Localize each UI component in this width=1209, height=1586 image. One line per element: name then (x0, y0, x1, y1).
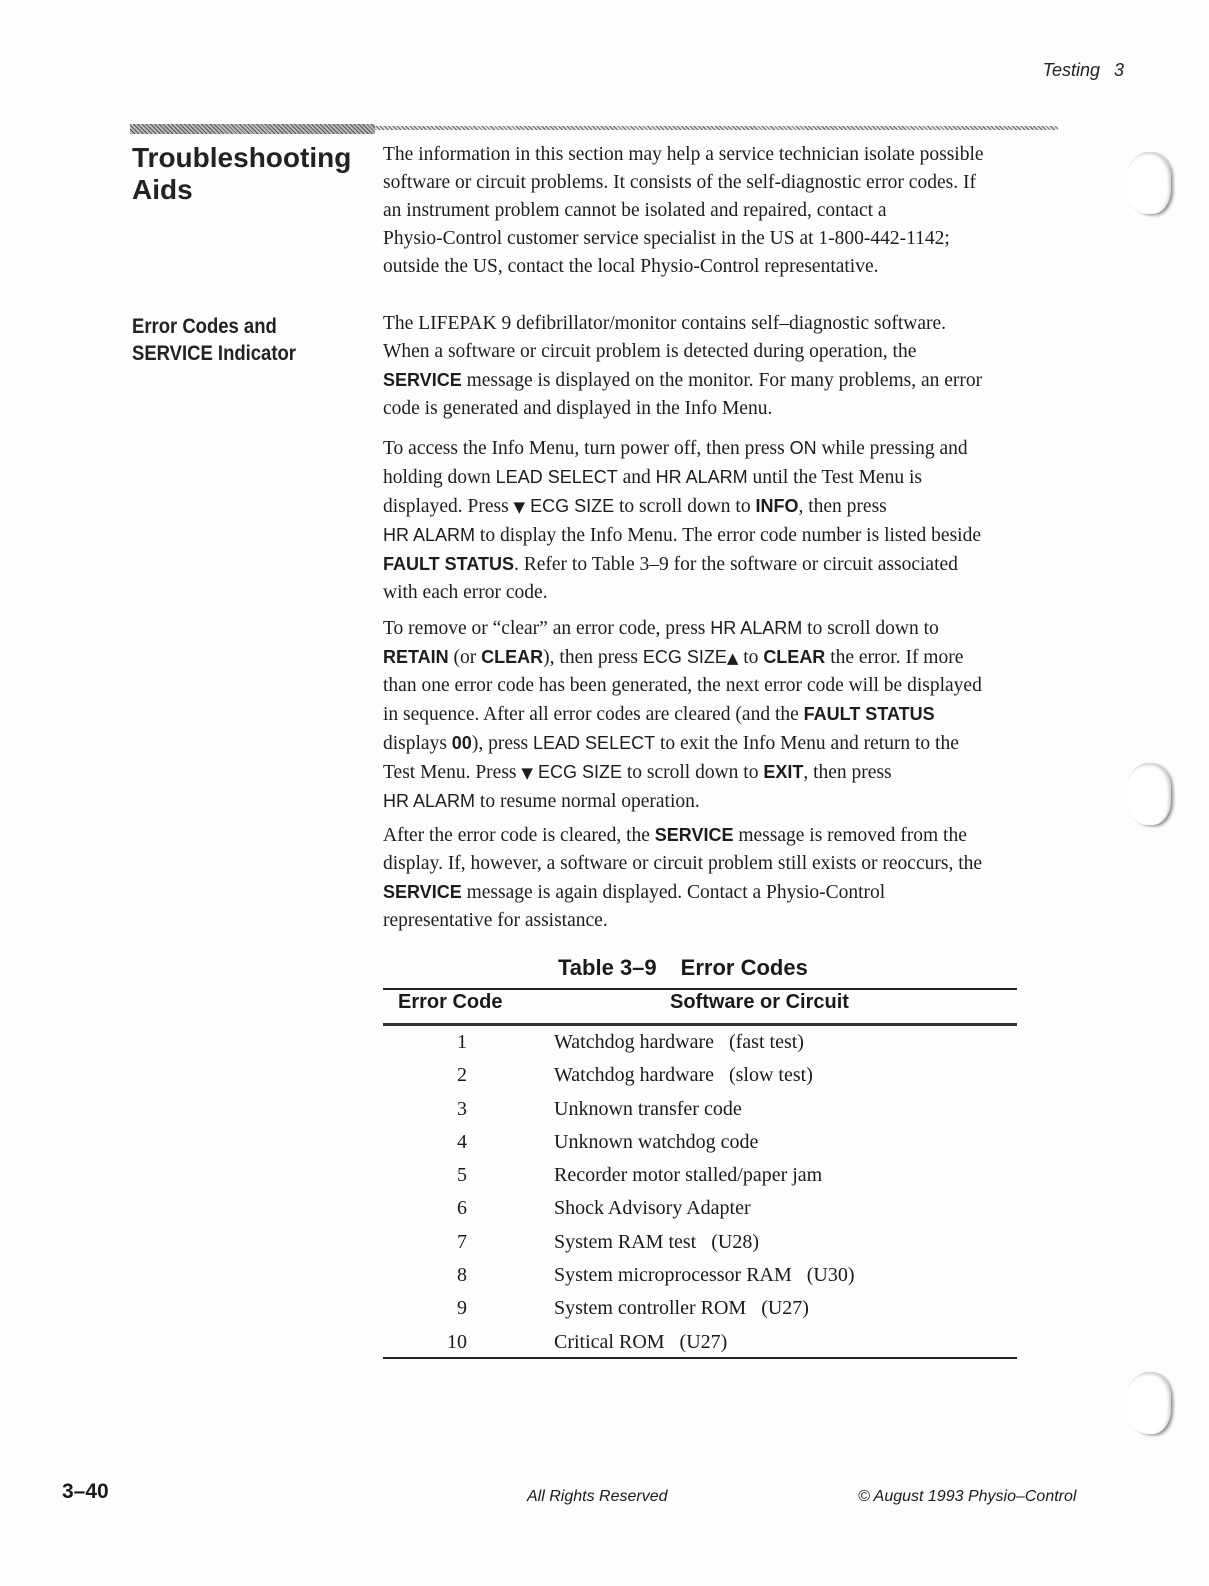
description-cell: Recorder motor stalled/paper jam (554, 1164, 823, 1187)
table-row (383, 1161, 1017, 1194)
text-run: to display the Info Menu. The error code number is listed beside (475, 525, 982, 546)
text-run: displays (383, 733, 452, 754)
paragraph-clear-error (383, 614, 1063, 816)
table-top-rule (383, 988, 1017, 990)
table-row (383, 1261, 1017, 1294)
keyword-fault-status: FAULT STATUS (803, 704, 935, 724)
text-line (383, 434, 1063, 463)
text-run: To remove or “clear” an error code, press (383, 618, 711, 639)
text-run: to scroll down to (621, 762, 764, 783)
key-ecg-size: ECG SIZE (532, 762, 622, 782)
error-code-cell: 3 (457, 1097, 467, 1120)
description-cell: System RAM test (U28) (554, 1230, 759, 1253)
keyword-exit: EXIT (763, 762, 804, 782)
text-line (383, 758, 1063, 787)
table-row (383, 1095, 1017, 1128)
key-on: ON (789, 438, 817, 458)
heading-error-codes (132, 313, 296, 367)
description-cell: Shock Advisory Adapter (554, 1197, 751, 1220)
header-section: Testing (1042, 60, 1100, 80)
error-code-cell: 9 (457, 1297, 467, 1320)
text-line: display. If, however, a software or circuit problem still exists or reoccurs, the (383, 853, 983, 874)
table-body (383, 1028, 1017, 1361)
text-run: , then press (798, 496, 887, 517)
description-cell: System controller ROM (U27) (554, 1297, 809, 1320)
text-line: The LIFEPAK 9 defibrillator/monitor contains self–diagnostic software. (383, 313, 947, 334)
text-run: and (617, 467, 656, 488)
keyword-fault-status: FAULT STATUS (383, 554, 514, 574)
key-hr-alarm: HR ALARM (655, 467, 748, 487)
keyword-service: SERVICE (383, 370, 462, 390)
text-line: with each error code. (383, 582, 548, 603)
text-run: to scroll down to (614, 496, 756, 517)
down-arrow-icon: ▼ (521, 764, 533, 782)
text-line (383, 729, 1063, 758)
text-line (383, 463, 1063, 492)
keyword-clear: CLEAR (481, 647, 544, 667)
text-run: ), then press (543, 647, 643, 668)
table-row (383, 1061, 1017, 1094)
text-line (383, 787, 1063, 816)
paragraph-after-clear (383, 821, 1063, 935)
text-line (383, 614, 1063, 643)
text-run: To access the Info Menu, turn power off, then press (383, 438, 790, 459)
key-hr-alarm: HR ALARM (383, 525, 476, 545)
heading-line: SERVICE Indicator (132, 342, 296, 365)
column-header-software-circuit: Software or Circuit (670, 991, 849, 1013)
table-number: Table 3–9 (558, 955, 657, 980)
heading-line: Troubleshooting (132, 142, 352, 173)
text-run: message is displayed on the monitor. For many problems, an error (461, 370, 983, 391)
keyword-service: SERVICE (383, 882, 462, 902)
table-bottom-rule (383, 1357, 1017, 1359)
keyword-service: SERVICE (654, 825, 734, 845)
text-line: The information in this section may help a service technician isolate possible (383, 144, 984, 165)
keyword-retain: RETAIN (383, 647, 449, 667)
text-run: ), press (471, 733, 534, 754)
text-run: to resume normal operation. (475, 791, 700, 812)
text-line (383, 521, 1063, 550)
text-line: software or circuit problems. It consists of the self-diagnostic error codes. If (383, 172, 976, 193)
paragraph-service-indicator (383, 310, 1063, 423)
table-caption: Error Codes (680, 955, 808, 980)
page-number: 3–40 (62, 1480, 109, 1503)
error-code-cell: 10 (447, 1330, 467, 1353)
keyword-clear: CLEAR (763, 647, 826, 667)
text-run: Test Menu. Press (383, 762, 522, 783)
text-line: than one error code has been generated, the next error code will be displayed (383, 675, 982, 696)
heading-troubleshooting-aids (132, 142, 351, 206)
key-lead-select: LEAD SELECT (495, 467, 618, 487)
error-code-cell: 2 (457, 1064, 467, 1087)
text-run: to (738, 647, 764, 668)
binder-hole (1125, 763, 1171, 825)
text-line (383, 643, 1063, 672)
text-line: Physio-Control customer service specialist in the US at 1-800-442-1142; (383, 228, 950, 249)
text-line (383, 700, 1063, 729)
error-code-cell: 1 (457, 1031, 467, 1053)
heading-line: Error Codes and (132, 315, 277, 338)
key-hr-alarm: HR ALARM (383, 791, 476, 811)
keyword-00: 00 (451, 733, 472, 753)
binder-hole (1125, 152, 1171, 214)
section-rule-light (375, 126, 1058, 130)
text-run: message is again displayed. Contact a Physio-Control (461, 882, 886, 903)
description-cell: Unknown watchdog code (554, 1130, 759, 1153)
error-code-cell: 5 (457, 1164, 467, 1187)
table-row (383, 1294, 1017, 1327)
description-cell: Critical ROM (U27) (554, 1330, 728, 1353)
paragraph-access-info-menu (383, 434, 1063, 607)
binder-hole (1125, 1372, 1171, 1434)
text-run: (or (448, 647, 482, 668)
text-line: representative for assistance. (383, 910, 608, 931)
text-run: while pressing and (816, 438, 968, 459)
heading-line: Aids (132, 174, 193, 205)
error-code-cell: 8 (457, 1264, 467, 1287)
section-rule-dark (130, 124, 375, 134)
text-run: in sequence. After all error codes are cleared (and the (383, 704, 804, 725)
text-line (383, 878, 1063, 907)
text-line: code is generated and displayed in the Info Menu. (383, 398, 773, 419)
text-run: to exit the Info Menu and return to the (655, 733, 959, 754)
footer-rights: All Rights Reserved (527, 1488, 668, 1505)
text-run: After the error code is cleared, the (383, 825, 655, 846)
text-line: outside the US, contact the local Physio-Control representative. (383, 256, 879, 277)
down-arrow-icon: ▼ (513, 498, 526, 516)
text-line: When a software or circuit problem is detected during operation, the (383, 341, 917, 362)
table-title (558, 955, 808, 981)
text-run: the error. If more (825, 647, 964, 668)
table-row (383, 1228, 1017, 1261)
description-cell: System microprocessor RAM (U30) (554, 1264, 855, 1287)
table-row (383, 1194, 1017, 1227)
table-row (383, 1128, 1017, 1161)
text-run: message is removed from the (733, 825, 967, 846)
key-ecg-size: ECG SIZE (525, 496, 615, 516)
key-lead-select: LEAD SELECT (533, 733, 656, 753)
table-row (383, 1028, 1017, 1061)
error-code-cell: 6 (457, 1197, 467, 1220)
description-cell: Watchdog hardware (fast test) (554, 1031, 804, 1053)
up-arrow-icon: ▲ (726, 649, 739, 667)
running-header (1043, 60, 1124, 81)
text-run: until the Test Menu is (747, 467, 922, 488)
text-line (383, 821, 1063, 850)
text-line: an instrument problem cannot be isolated and repaired, contact a (383, 200, 887, 221)
text-run: displayed. Press (383, 496, 514, 517)
table-row (383, 1328, 1017, 1361)
error-code-cell: 7 (457, 1230, 467, 1253)
header-chapter: 3 (1113, 60, 1124, 80)
column-header-error-code: Error Code (398, 991, 503, 1013)
keyword-info: INFO (755, 496, 799, 516)
key-hr-alarm: HR ALARM (710, 618, 803, 638)
table-header-rule (383, 1023, 1017, 1026)
text-run: to scroll down to (802, 618, 939, 639)
description-cell: Watchdog hardware (slow test) (554, 1064, 813, 1087)
key-ecg-size: ECG SIZE (642, 647, 727, 667)
text-run: . Refer to Table 3–9 for the software or circuit associated (513, 554, 958, 575)
paragraph-intro (383, 141, 1063, 281)
description-cell: Unknown transfer code (554, 1097, 742, 1120)
text-line (383, 550, 1063, 579)
text-run: holding down (383, 467, 496, 488)
text-line (383, 492, 1063, 521)
text-line (383, 366, 1063, 395)
error-code-cell: 4 (457, 1130, 467, 1153)
text-run: , then press (803, 762, 892, 783)
footer-copyright: © August 1993 Physio–Control (858, 1488, 1077, 1505)
